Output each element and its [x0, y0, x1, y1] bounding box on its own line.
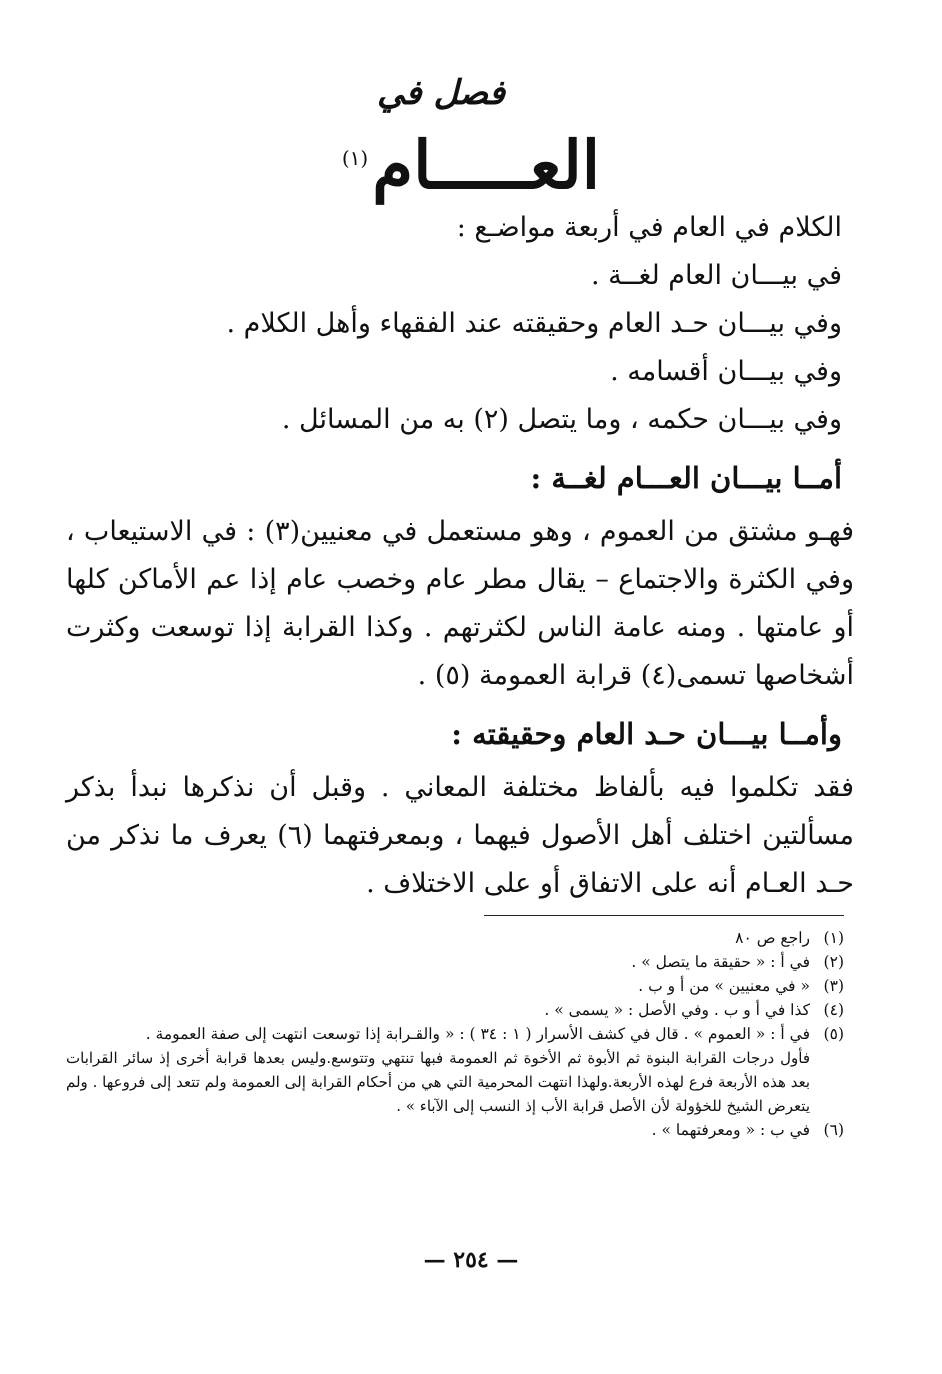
intro-line: وفي بيـــان حكمه ، وما يتصل (٢) به من المسائل . — [281, 404, 842, 435]
chapter-prefix: فصل في — [377, 73, 505, 113]
footnote-text: « في معنيين » من أ و ب . — [638, 977, 810, 995]
footnote-text: كذا في أ و ب . وفي الأصل : « يسمى » . — [544, 1001, 810, 1019]
chapter-title — [342, 116, 600, 207]
footnote — [66, 974, 844, 998]
page-number: — ٢٥٤ — — [423, 1247, 519, 1273]
chapter-title-text: العـــــام — [372, 126, 601, 204]
footnote-number: (١) — [823, 929, 844, 947]
footnote-number: (٦) — [823, 1121, 844, 1139]
section-paragraph-linguistic: فهـو مشتق من العموم ، وهو مستعمل في معنيين(٣) : في الاستيعاب ، وفي الكثرة والاجتماع – يقال مطر عام وخصب عام إذا عم الأماكن كلها أو عامتها . ومنه عامة الناس لكثرتهم . وكذا القرابة إذا توسعت وكثرت أشخاصها تسمى(٤) قرابة العمومة (٥) . — [66, 516, 854, 691]
footnote-number: (٥) — [823, 1025, 844, 1043]
intro-line: وفي بيـــان حـد العام وحقيقته عند الفقهاء وأهل الكلام . — [226, 308, 842, 339]
chapter-footnote-ref: (١) — [341, 146, 369, 170]
footnote — [66, 926, 844, 950]
footnote-number: (٣) — [823, 977, 844, 995]
footnotes — [66, 926, 844, 1142]
footnote-text: في ب : « ومعرفتهما » . — [651, 1121, 810, 1139]
footnote-text: في أ : « العموم » . قال في كشف الأسرار ( ١ : ٣٤ ) : « والقـرابة إذا توسعت انتهت إلى صفة العمومة . — [145, 1025, 810, 1043]
section-paragraph-definition: فقد تكلموا فيه بألفاظ مختلفة المعاني . وقبل أن نذكرها نبدأ بذكر مسألتين اختلف أهل الأصول فيهما ، وبمعرفتهما (٦) يعرف ما نذكر من حـد العـام أنه على الاتفاق أو على الاختلاف . — [66, 772, 854, 899]
main-text — [66, 204, 854, 908]
footnote — [66, 950, 844, 974]
section-heading-linguistic: أمــا بيـــان العـــام لغــة : — [530, 461, 842, 495]
chapter-header — [0, 70, 942, 207]
footnote — [66, 1118, 844, 1142]
intro-line: وفي بيـــان أقسامه . — [610, 356, 842, 387]
intro-line: الكلام في العام في أربعة مواضـع : — [456, 212, 842, 243]
footnote — [66, 998, 844, 1022]
footnote-number: (٤) — [823, 1001, 844, 1019]
intro-line: في بيـــان العام لغــة . — [590, 260, 842, 291]
footnote — [66, 1022, 844, 1046]
footnote-text: راجع ص ٨٠ — [735, 929, 810, 947]
footnote-divider — [484, 915, 844, 916]
section-heading-definition: وأمــا بيـــان حـد العام وحقيقته : — [451, 717, 842, 751]
footnote-text: في أ : « حقيقة ما يتصل » . — [631, 953, 810, 971]
footnote-number: (٢) — [823, 953, 844, 971]
footnote-continuation: فأول درجات القرابة البنوة ثم الأبوة ثم الأخوة ثم العمومة فبها تنتهي وتتوسع.وليس بعدها قرابة أخرى إذ سائر القرابات بعد هذه الأربعة فرع لهذه الأربعة.ولهذا انتهت المحرمية التي هي من أحكام القرابة إلى العمومة ولم تتعد إلى فروعها . ولم يتعرض الشيخ للخؤولة لأن الأصل قرابة الأب إذ النسب إلى الآباء » . — [66, 1049, 810, 1115]
